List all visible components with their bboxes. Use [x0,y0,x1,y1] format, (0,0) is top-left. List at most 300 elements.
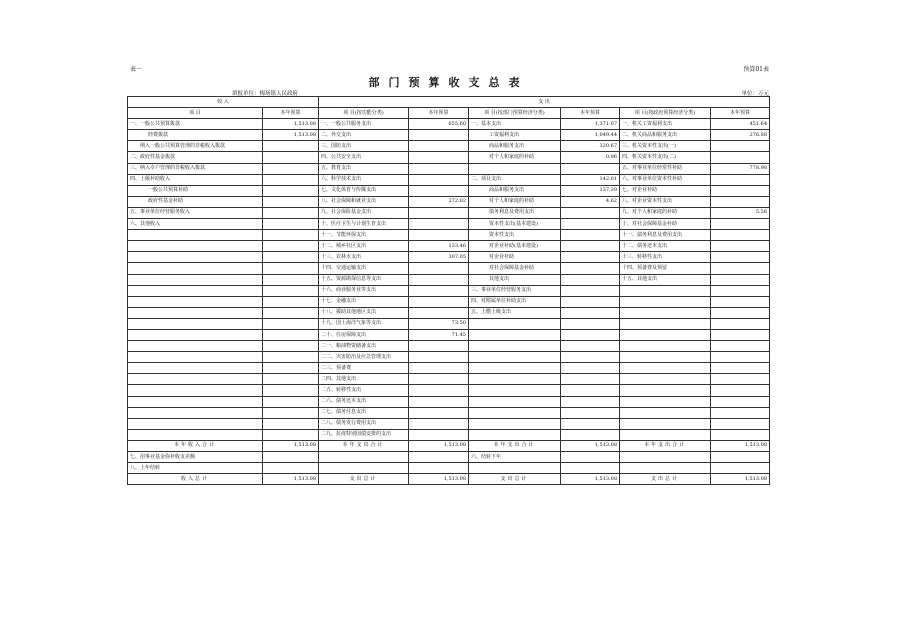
econ-gov-budget-cell [711,263,770,274]
econ-dept-item-cell [469,363,561,374]
func-item-cell: 十八、援助其他地区支出 [319,307,409,318]
table-number: 表一 [130,66,143,73]
table-row [128,152,770,163]
func-item-cell: 二六、债务还本支出 [319,396,409,407]
econ-gov-item-cell: 八、对企业资本性支出 [620,196,711,207]
income-budget-cell [263,141,319,152]
income-budget-cell [263,207,319,218]
econ-gov-budget-cell [711,252,770,263]
income-item-cell: 三、纳入专户管理的非税收入拨款 [128,163,263,174]
econ-dept-item-cell: 商品和服务支出 [469,141,561,152]
year-econ-dept-total-label: 本年支出合计 [469,440,561,451]
econ-dept-budget-cell [561,407,620,418]
extra-cell [409,452,469,463]
form-code: 预算01表 [743,66,769,73]
table-row [128,385,770,396]
grand-func-total-label: 支出总计 [319,474,409,485]
econ-gov-budget-cell [711,385,770,396]
func-budget-cell [409,141,469,152]
econ-dept-item-cell: 其他支出 [469,274,561,285]
func-budget-cell [409,296,469,307]
income-budget-cell [263,285,319,296]
econ-gov-budget-cell [711,307,770,318]
table-row [128,252,770,263]
func-budget-cell [409,174,469,185]
func-item-cell: 二、外交支出 [319,130,409,141]
table-row [128,207,770,218]
econ-gov-item-cell: 二、机关商品和服务支出 [620,130,711,141]
econ-dept-budget-cell: 142.01 [561,174,620,185]
econ-dept-budget-cell [561,207,620,218]
table-row [128,307,770,318]
income-item-cell [128,307,263,318]
econ-gov-item-cell [620,363,711,374]
func-item-cell: 七、文化体育与传媒支出 [319,185,409,196]
econ-gov-budget-cell [711,185,770,196]
table-row [128,285,770,296]
extra-cell: 八、上年结转 [128,463,263,474]
econ-dept-item-cell: 对个人和家庭的补助 [469,152,561,163]
func-budget-cell [409,263,469,274]
econ-dept-budget-cell: 0.96 [561,152,620,163]
func-budget-cell [409,185,469,196]
func-budget-cell [409,374,469,385]
grand-income-total-label: 收入总计 [128,474,263,485]
econ-gov-budget-cell: 276.88 [711,130,770,141]
econ-dept-budget-cell: 4.62 [561,196,620,207]
currency-unit: 单位：万元 [741,91,769,97]
income-item-cell: 五、事业单位经营服务收入 [128,207,263,218]
income-item-cell [128,318,263,329]
func-item-cell: 二七、债务付息支出 [319,407,409,418]
econ-gov-budget-cell [711,374,770,385]
econ-gov-item-cell [620,385,711,396]
income-budget-cell [263,385,319,396]
func-item-cell: 三、国防支出 [319,141,409,152]
income-budget-cell [263,396,319,407]
table-row [128,463,770,474]
income-item-cell: 一、一般公共预算拨款 [128,119,263,130]
func-item-cell: 二四、其他支出 [319,374,409,385]
econ-dept-item-cell: 对社会保障基金补助 [469,263,561,274]
econ-dept-budget-cell [561,219,620,230]
grand-func-total-value: 1,513.08 [409,474,469,485]
func-budget-cell [409,130,469,141]
econ-dept-item-cell: 债务利息及费用支出 [469,207,561,218]
econ-dept-budget-cell [561,163,620,174]
income-item-cell [128,396,263,407]
econ-dept-item-cell [469,352,561,363]
year-func-total-label: 本年支出合计 [319,440,409,451]
econ-gov-item-cell [620,341,711,352]
econ-gov-budget-cell [711,174,770,185]
func-item-cell: 五、教育支出 [319,163,409,174]
econ-dept-budget-cell [561,352,620,363]
income-budget-cell [263,329,319,340]
econ-gov-budget-cell: 451.64 [711,119,770,130]
income-item-cell: 政府性基金补助 [128,196,263,207]
year-income-total-label: 本年收入合计 [128,440,263,451]
econ-gov-item-cell: 十四、预备费及预留 [620,263,711,274]
econ-dept-budget-cell: 137.39 [561,185,620,196]
grand-econ-gov-total-value: 1,513.08 [711,474,770,485]
econ-gov-item-cell [620,285,711,296]
func-budget-cell [409,429,469,440]
income-budget-cell [263,352,319,363]
econ-gov-budget-header: 本年预算 [711,108,770,119]
income-item-cell: 六、其他收入 [128,219,263,230]
table-row [128,329,770,340]
table-row [128,418,770,429]
econ-gov-budget-cell [711,196,770,207]
income-item-cell [128,407,263,418]
year-income-total-value: 1,513.08 [263,440,319,451]
table-row [128,396,770,407]
table-row [128,174,770,185]
econ-gov-budget-cell [711,429,770,440]
econ-gov-item-cell [620,307,711,318]
budget-table [127,96,770,485]
econ-dept-budget-cell [561,285,620,296]
year-total-row [128,440,770,451]
section-header-row [128,97,770,108]
table-row [128,318,770,329]
econ-dept-item-cell: 二、项目支出 [469,174,561,185]
table-row [128,341,770,352]
econ-dept-item-cell: 四、对附属单位补助支出 [469,296,561,307]
expense-section-header: 支 出 [319,97,770,108]
income-item-cell: 经费拨款 [128,130,263,141]
func-budget-cell [409,230,469,241]
extra-cell [469,463,561,474]
func-item-cell: 二二、灾害防治及应急管理支出 [319,352,409,363]
income-item-cell: 二、政府性基金拨款 [128,152,263,163]
econ-gov-item-cell [620,396,711,407]
income-budget-cell [263,429,319,440]
func-item-cell: 四、公共安全支出 [319,152,409,163]
econ-dept-item-cell: 工资福利支出 [469,130,561,141]
func-item-cell: 一、一般公共服务支出 [319,119,409,130]
func-budget-cell [409,407,469,418]
func-budget-cell [409,352,469,363]
econ-gov-budget-cell: 5.58 [711,207,770,218]
econ-dept-budget-cell [561,374,620,385]
income-item-header: 项 目 [128,108,263,119]
econ-dept-budget-cell: 1,371.07 [561,119,620,130]
table-row [128,130,770,141]
econ-dept-budget-cell [561,241,620,252]
econ-gov-item-cell [620,296,711,307]
table-row [128,185,770,196]
income-budget-cell [263,307,319,318]
econ-dept-item-cell: 对企业补助(基本建设) [469,241,561,252]
econ-dept-budget-cell: 320.67 [561,141,620,152]
income-budget-cell: 1,513.08 [263,130,319,141]
year-econ-gov-total-label: 本年支出合计 [620,440,711,451]
column-header-row [128,108,770,119]
econ-gov-item-cell [620,329,711,340]
income-item-cell [128,263,263,274]
income-item-cell [128,341,263,352]
econ-dept-item-cell [469,318,561,329]
econ-gov-budget-cell [711,230,770,241]
func-item-cell: 十二、城乡社区支出 [319,241,409,252]
income-item-cell [128,352,263,363]
table-row [128,163,770,174]
grand-econ-dept-total-value: 1,513.08 [561,474,620,485]
extra-cell [319,452,409,463]
table-row [128,296,770,307]
income-budget-cell [263,219,319,230]
table-row [128,374,770,385]
income-item-cell [128,241,263,252]
econ-dept-item-header: 项 目(按部门预算经济分类) [469,108,561,119]
func-item-cell: 六、科学技术支出 [319,174,409,185]
income-item-cell [128,296,263,307]
income-budget-cell [263,230,319,241]
econ-gov-budget-cell [711,141,770,152]
func-budget-cell: 655.60 [409,119,469,130]
income-item-cell [128,429,263,440]
func-budget-cell: 272.02 [409,196,469,207]
econ-gov-item-cell: 六、对事业单位资本性补助 [620,174,711,185]
func-budget-cell [409,207,469,218]
econ-dept-budget-cell [561,274,620,285]
econ-dept-budget-cell [561,418,620,429]
econ-dept-budget-cell [561,296,620,307]
func-item-cell: 二三、预备费 [319,363,409,374]
econ-gov-budget-cell [711,352,770,363]
func-item-cell: 十六、商业服务业等支出 [319,285,409,296]
econ-gov-item-cell: 四、机关资本性支出(二) [620,152,711,163]
econ-gov-budget-cell: 778.98 [711,163,770,174]
econ-dept-item-cell [469,329,561,340]
econ-gov-item-cell: 十三、转移性支出 [620,252,711,263]
year-econ-gov-total-value: 1,513.08 [711,440,770,451]
income-item-cell [128,374,263,385]
extra-cell [409,463,469,474]
econ-gov-item-cell: 一、机关工资福利支出 [620,119,711,130]
econ-dept-item-cell [469,429,561,440]
grand-econ-dept-total-label: 支出总计 [469,474,561,485]
func-budget-cell [409,307,469,318]
econ-gov-budget-cell [711,241,770,252]
econ-dept-budget-cell [561,318,620,329]
income-budget-cell [263,185,319,196]
grand-income-total-value: 1,513.08 [263,474,319,485]
econ-dept-budget-cell [561,341,620,352]
func-budget-cell: 133.46 [409,241,469,252]
econ-gov-item-cell: 十一、债务利息及费用支出 [620,230,711,241]
func-budget-cell [409,363,469,374]
reporting-unit: 填报单位：梅场镇人民政府 [232,91,299,97]
econ-dept-budget-cell [561,385,620,396]
func-budget-cell [409,152,469,163]
income-budget-cell [263,318,319,329]
income-budget-header: 本年预算 [263,108,319,119]
econ-dept-item-cell [469,163,561,174]
income-budget-cell [263,274,319,285]
func-item-cell: 二八、债务发行费用支出 [319,418,409,429]
page-title: 部门预算收支总表 [368,76,529,89]
income-item-cell [128,418,263,429]
func-item-header: 项 目(按功能分类) [319,108,409,119]
econ-dept-item-cell [469,341,561,352]
func-budget-cell [409,163,469,174]
table-row [128,230,770,241]
income-budget-cell [263,152,319,163]
econ-gov-budget-cell [711,396,770,407]
econ-gov-item-cell: 十、对社会保障基金补助 [620,219,711,230]
econ-dept-item-cell: 三、事业单位经营服务支出 [469,285,561,296]
table-row [128,274,770,285]
func-budget-cell [409,285,469,296]
income-budget-cell [263,174,319,185]
func-item-cell: 二一、粮油物资储备支出 [319,341,409,352]
econ-gov-item-cell: 十五、其他支出 [620,274,711,285]
econ-dept-item-cell [469,418,561,429]
econ-gov-budget-cell [711,219,770,230]
extra-cell [620,463,711,474]
income-item-cell [128,385,263,396]
func-item-cell: 十九、国土海洋气象等支出 [319,318,409,329]
income-budget-cell [263,241,319,252]
income-budget-cell: 1,513.08 [263,119,319,130]
table-row [128,196,770,207]
econ-gov-budget-cell [711,407,770,418]
econ-gov-item-cell: 七、对企业补助 [620,185,711,196]
func-budget-cell [409,418,469,429]
income-item-cell [128,285,263,296]
econ-dept-budget-cell [561,429,620,440]
grand-econ-gov-total-label: 支出总计 [620,474,711,485]
table-row [128,452,770,463]
econ-dept-item-cell: 一、基本支出 [469,119,561,130]
income-budget-cell [263,163,319,174]
econ-gov-budget-cell [711,363,770,374]
table-row [128,263,770,274]
func-budget-header: 本年预算 [409,108,469,119]
econ-dept-item-cell: 商品和服务支出 [469,185,561,196]
table-row [128,119,770,130]
func-budget-cell [409,396,469,407]
func-item-cell: 十七、金融支出 [319,296,409,307]
econ-dept-item-cell: 资本性支出(基本建设) [469,219,561,230]
econ-dept-budget-cell: 1,049.44 [561,130,620,141]
econ-gov-budget-cell [711,285,770,296]
income-budget-cell [263,252,319,263]
func-budget-cell: 307.05 [409,252,469,263]
income-item-cell [128,252,263,263]
econ-gov-item-cell [620,429,711,440]
econ-gov-budget-cell [711,274,770,285]
extra-cell: 七、用事业基金弥补收支差额 [128,452,263,463]
func-item-cell: 十五、资源勘探信息等支出 [319,274,409,285]
econ-gov-budget-cell [711,418,770,429]
extra-cell [263,463,319,474]
table-row [128,407,770,418]
income-budget-cell [263,363,319,374]
func-budget-cell [409,219,469,230]
extra-cell [561,463,620,474]
year-econ-dept-total-value: 1,513.08 [561,440,620,451]
econ-dept-budget-cell [561,329,620,340]
income-budget-cell [263,418,319,429]
econ-dept-item-cell: 资本性支出 [469,230,561,241]
econ-dept-budget-cell [561,363,620,374]
func-budget-cell: 73.50 [409,318,469,329]
econ-gov-budget-cell [711,296,770,307]
extra-cell [561,452,620,463]
econ-dept-item-cell [469,407,561,418]
econ-gov-item-cell: 十二、债务还本支出 [620,241,711,252]
income-item-cell [128,363,263,374]
econ-dept-budget-cell [561,252,620,263]
grand-total-row [128,474,770,485]
econ-dept-budget-cell [561,396,620,407]
econ-dept-item-cell [469,396,561,407]
func-item-cell: 二五、转移性支出 [319,385,409,396]
func-item-cell: 八、社会保障和就业支出 [319,196,409,207]
func-item-cell: 九、社会保险基金支出 [319,207,409,218]
econ-gov-item-cell [620,407,711,418]
extra-cell: 六、结转下年 [469,452,561,463]
func-budget-cell: 71.45 [409,329,469,340]
func-item-cell: 十四、交通运输支出 [319,263,409,274]
econ-dept-item-cell [469,385,561,396]
econ-dept-item-cell: 五、上缴上级支出 [469,307,561,318]
econ-gov-budget-cell [711,329,770,340]
func-budget-cell [409,385,469,396]
func-item-cell: 十、医疗卫生与计划生育支出 [319,219,409,230]
econ-dept-item-cell: 对个人和家庭的补助 [469,196,561,207]
table-row [128,429,770,440]
func-budget-cell [409,341,469,352]
econ-dept-budget-cell [561,307,620,318]
func-item-cell: 二十、住房保障支出 [319,329,409,340]
table-row [128,141,770,152]
econ-gov-item-cell: 三、机关资本性支出(一) [620,141,711,152]
econ-gov-budget-cell [711,318,770,329]
extra-cell [711,452,770,463]
income-budget-cell [263,263,319,274]
table-row [128,219,770,230]
income-item-cell: 纳入一般公共预算管理的非税收入拨款 [128,141,263,152]
table-row [128,363,770,374]
econ-gov-item-cell [620,352,711,363]
econ-dept-item-cell: 对企业补助 [469,252,561,263]
extra-cell [620,452,711,463]
extra-cell [263,452,319,463]
econ-dept-budget-cell [561,263,620,274]
econ-dept-item-cell [469,374,561,385]
func-item-cell: 二九、抗疫特别国债安排的支出 [319,429,409,440]
income-item-cell: 四、上级补助收入 [128,174,263,185]
income-section-header: 收 入 [128,97,319,108]
econ-gov-item-cell [620,418,711,429]
income-item-cell [128,329,263,340]
income-item-cell [128,230,263,241]
income-budget-cell [263,296,319,307]
econ-gov-budget-cell [711,152,770,163]
extra-cell [711,463,770,474]
econ-dept-budget-header: 本年预算 [561,108,620,119]
table-row [128,352,770,363]
income-budget-cell [263,374,319,385]
income-item-cell [128,274,263,285]
extra-cell [319,463,409,474]
econ-gov-item-cell [620,318,711,329]
